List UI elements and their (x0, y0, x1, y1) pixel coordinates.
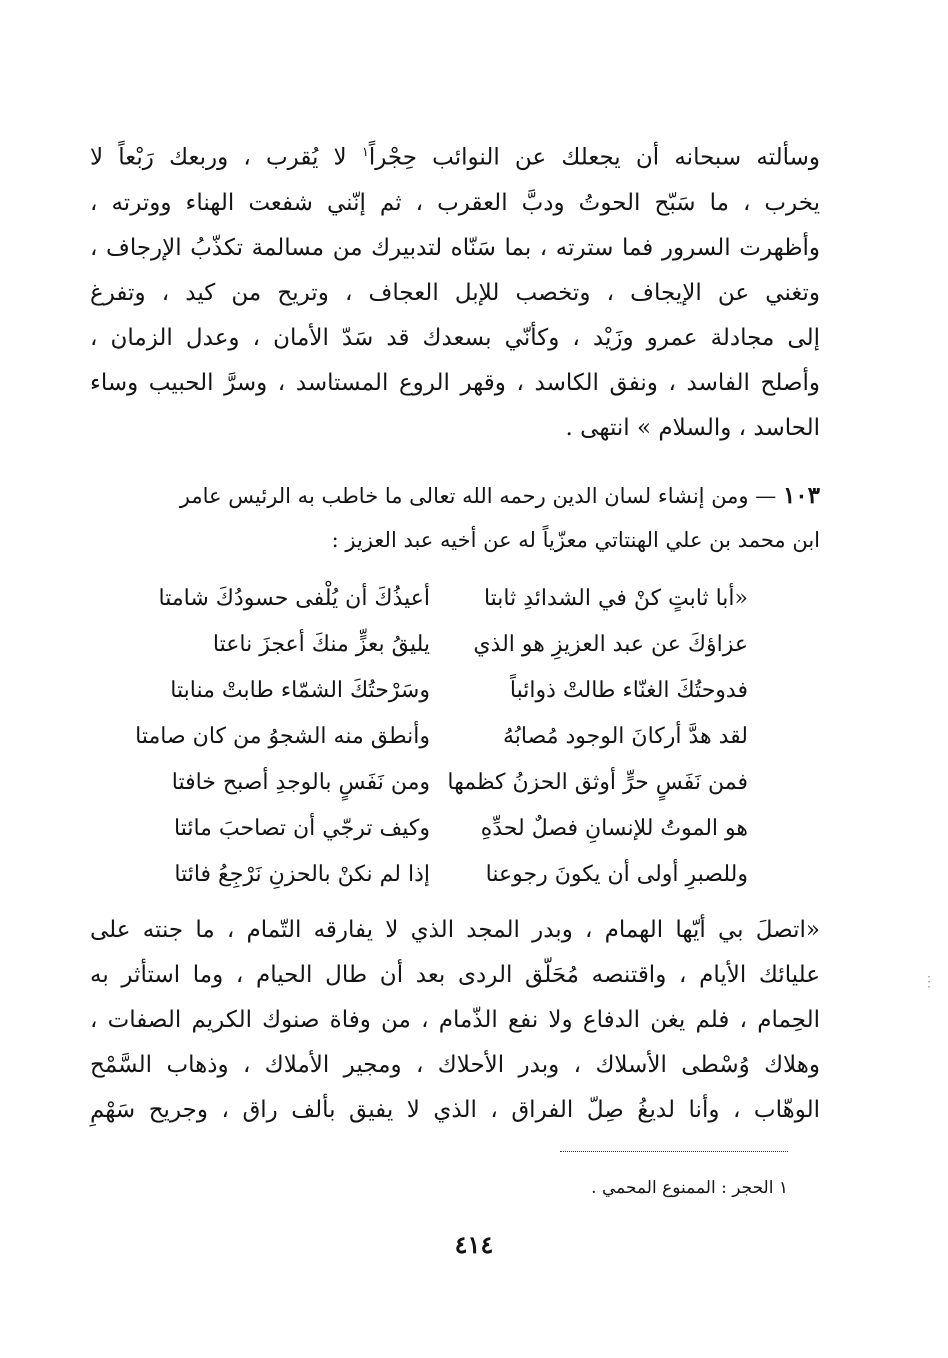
footnote: ١ الحجر : الممنوع المحمي . (591, 1178, 788, 1198)
second-hemistich: ومن نَفَسٍ بالوجدِ أصبح خافتا (171, 769, 430, 795)
margin-mark: ⋮ (922, 974, 936, 990)
text-segment: وسألته سبحانه أن يجعلك عن النوائب حِجْراً (368, 144, 820, 171)
poem-verse (110, 759, 778, 805)
second-hemistich: وأنطق منه الشجوُ من كان صامتا (135, 723, 430, 749)
text-line: وهلاك وُسْطى الأسلاك ، وبدر الأحلاك ، ومجير الأملاك ، وذهاب السَّمْح (90, 1052, 820, 1078)
section-intro: — ومن إنشاء لسان الدين رحمه الله تعالى ما خاطب به الرئيس عامر (179, 484, 777, 508)
second-hemistich: يليقُ بعزٍّ منكَ أعجزَ ناعتا (212, 631, 430, 657)
poem-verse (110, 667, 778, 713)
second-hemistich: وكيف ترجّي أن تصاحبَ مائتا (173, 815, 430, 841)
text-line: وأظهرت السرور فما سترته ، بما سَنّاه لتدبيرك من مسالمة تكذّبُ الإرجاف ، (90, 234, 820, 261)
section-heading-line (90, 474, 820, 518)
page-number: ٤١٤ (454, 1230, 494, 1259)
condolence-paragraph (90, 908, 820, 1133)
first-hemistich: «أبا ثابتٍ كنْ في الشدائدِ ثابتا (483, 585, 748, 611)
section-103 (90, 474, 820, 562)
text-line: وتغني عن الإيجاف ، وتخصب للإبل العجاف ، وتريح من كيد ، وتفرغ (90, 279, 820, 306)
text-line: وأصلح الفاسد ، ونفق الكاسد ، وقهر الروع المستاسد ، وسرَّ الحبيب وساء (90, 369, 820, 396)
text-line: عليائك الأيام ، واقتنصه مُحَلّق الردى بعد أن طال الحيام ، وما استأثر به (90, 962, 820, 988)
footnote-reference: ١ (361, 145, 369, 160)
poem-verse (110, 805, 778, 851)
poem-verse (110, 575, 778, 621)
text-segment: لا يُقرب ، وربعك رَبْعاً لا (90, 144, 347, 171)
first-hemistich: وللصبرِ أولى أن يكونَ رجوعنا (485, 861, 748, 887)
text-line: الحِمام ، فلم يغن الدفاع ولا نفع الذّمام ، من وفاة صنوك الكريم الصفات ، (90, 1007, 820, 1033)
text-line: يخرب ، ما سَبّح الحوتُ ودبَّ العقرب ، ثم إنّني شفعت الهناء ووترته ، (90, 189, 820, 216)
first-hemistich: هو الموتُ للإنسانِ فصلٌ لحدِّهِ (480, 815, 748, 841)
section-intro-continued: ابن محمد بن علي الهنتاتي معزّياً له عن أخيه عبد العزيز : (331, 528, 820, 552)
opening-paragraph (90, 130, 820, 451)
text-line: الحاسد ، والسلام » انتهى . (565, 414, 820, 441)
second-hemistich: إذا لم نكنْ بالحزنِ نَرْجِعُ فائتا (174, 861, 430, 887)
text-line: الوهّاب ، وأنا لديغُ صِلّ الفراق ، الذي لا يفيق بألف راق ، وجريح سَهْمِ (90, 1097, 820, 1123)
section-number: ١٠٣ (782, 482, 820, 509)
poem-verse (110, 713, 778, 759)
first-hemistich: عزاؤكَ عن عبد العزيزِ هو الذي (473, 631, 748, 657)
second-hemistich: وسَرْحتُكَ الشمّاء طابتْ منابتا (170, 677, 430, 703)
first-hemistich: فدوحتُكَ الغنّاء طالتْ ذوائباً (509, 677, 748, 703)
first-hemistich: لقد هدَّ أركانَ الوجود مُصابُهُ (503, 723, 748, 749)
footnote-divider (560, 1151, 788, 1152)
elegy-poem (110, 575, 778, 897)
poem-verse (110, 621, 778, 667)
text-line: إلى مجادلة عمرو وزَيْد ، وكأنّي بسعدك قد سَدّ الأمان ، وعدل الزمان ، (90, 324, 820, 351)
poem-verse (110, 851, 778, 897)
text-line: «اتصلَ بي أيّها الهمام ، وبدر المجد الذي لا يفارقه التّمام ، ما جنته على (90, 917, 820, 943)
second-hemistich: أعيذُكَ أن يُلْفى حسودُكَ شامتا (158, 585, 430, 611)
first-hemistich: فمن نَفَسٍ حرٍّ أوثق الحزنُ كظمها (447, 769, 748, 795)
text-line (90, 130, 820, 181)
